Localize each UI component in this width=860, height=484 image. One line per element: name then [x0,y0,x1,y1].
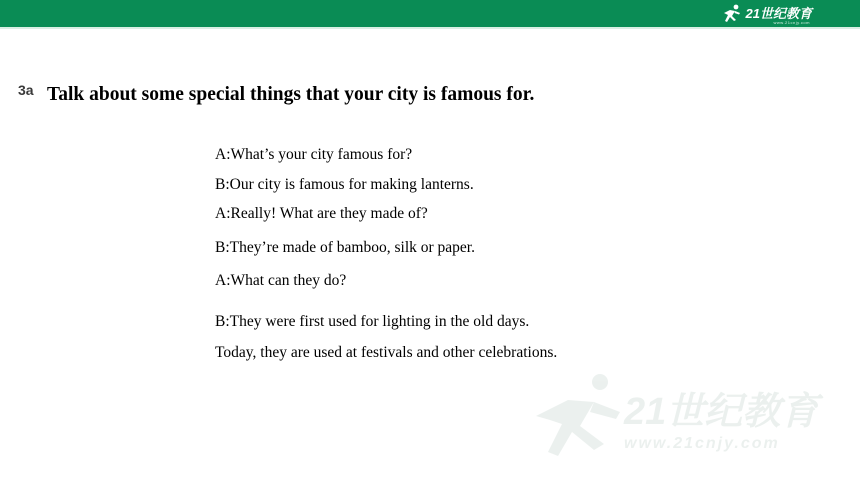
header-divider [0,27,860,29]
watermark-logo [528,372,828,462]
watermark-url: www.21cnjy.com [624,435,780,452]
brand-logo [721,3,812,25]
dialogue-line: B:They were first used for lighting in the old days. [215,313,530,330]
dialogue-line: Today, they are used at festivals and other celebrations. [215,344,558,361]
dialogue-line: B:They’re made of bamboo, silk or paper. [215,239,475,256]
dialogue-line: B:Our city is famous for making lanterns. [215,176,474,193]
logo-text: 21世纪教育 [745,6,812,21]
logo-url: www.21cnjy.com [773,20,810,25]
exercise-label: 3a [18,82,34,98]
runner-icon [721,4,743,24]
dialogue-line: A:Really! What are they made of? [215,205,428,222]
exercise-heading: Talk about some special things that your city is famous for. [47,84,535,105]
dialogue-line: A:What’s your city famous for? [215,146,413,163]
watermark-text: 21世纪教育 [624,391,819,433]
dialogue-line: A:What can they do? [215,272,347,289]
runner-icon [536,374,620,456]
